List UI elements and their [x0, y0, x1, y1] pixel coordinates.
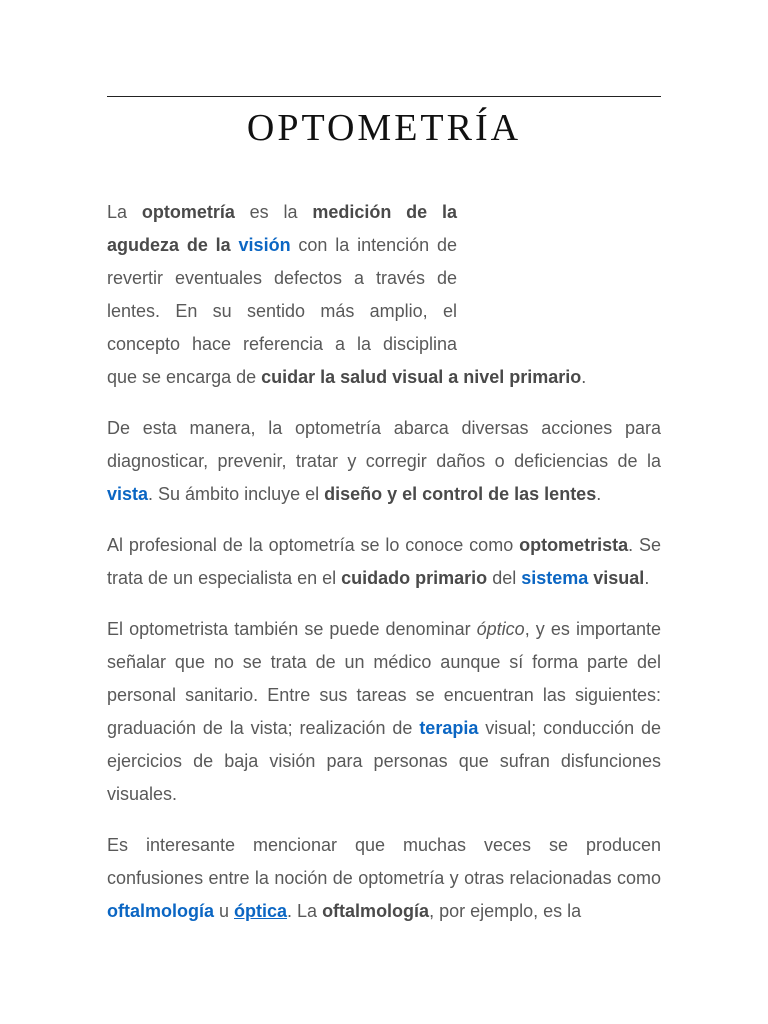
text-span: . [596, 484, 602, 504]
paragraph-4 [107, 613, 661, 811]
bold-term: oftalmología [322, 901, 430, 921]
link-vista[interactable]: vista [107, 484, 149, 504]
paragraph-3 [107, 529, 661, 595]
paragraph-5 [107, 829, 661, 928]
text-span: , por ejemplo, es la [429, 901, 582, 921]
text-span: . Se trata de un especialista en el [107, 535, 661, 588]
text-span: . [581, 367, 587, 387]
text-span: Es interesante mencionar que muchas veces se producen confusiones entre la noción de optometría y otras relacionadas como [107, 835, 661, 888]
bold-term: diseño y el control de las lentes [324, 484, 597, 504]
text-span: , y es importante señalar que no se trata de un médico aunque sí forma parte del personal sanitario. Entre sus tareas se encuentran las siguientes: graduación de la vista; realización de [107, 619, 661, 738]
text-span: es la [234, 202, 313, 222]
paragraph-2 [107, 412, 661, 511]
bold-term: cuidado primario [341, 568, 488, 588]
page-title: OPTOMETRÍA [246, 107, 522, 149]
bold-term: optometrista [519, 535, 629, 555]
text-span: . [644, 568, 650, 588]
link-optica[interactable]: óptica [234, 901, 288, 921]
link-vision[interactable]: visión [238, 235, 291, 255]
float-placeholder [457, 196, 661, 360]
text-span: . Su ámbito incluye el [148, 484, 325, 504]
article-body [107, 196, 661, 946]
link-oftalmologia[interactable]: oftalmología [107, 901, 214, 921]
text-span: con la intención de revertir eventuales defectos a través de lentes. En su sentido más amplio, el concepto hace referencia a la disciplina que se encarga de [107, 235, 457, 387]
bold-term: optometría [141, 202, 235, 222]
italic-term: óptico [476, 619, 525, 639]
text-span: La [107, 202, 142, 222]
bold-term: medición de la agudeza de la [107, 202, 457, 255]
bold-term: cuidar la salud visual a nivel primario [261, 367, 582, 387]
text-span: . La [287, 901, 323, 921]
link-sistema[interactable]: sistema [521, 568, 589, 588]
text-span: El optometrista también se puede denominar [107, 619, 477, 639]
text-span [231, 235, 239, 255]
text-span: visual; conducción de ejercicios de baja visión para personas que sufran disfunciones visuales. [107, 718, 662, 804]
link-terapia[interactable]: terapia [419, 718, 479, 738]
title-rule [107, 96, 661, 97]
text-span: del [487, 568, 522, 588]
bold-term: visual [593, 568, 645, 588]
paragraph-1 [107, 196, 661, 394]
text-span: De esta manera, la optometría abarca diversas acciones para diagnosticar, prevenir, tratar y corregir daños o deficiencias de la [107, 418, 661, 471]
text-span: Al profesional de la optometría se lo conoce como [107, 535, 520, 555]
text-span: u [214, 901, 235, 921]
